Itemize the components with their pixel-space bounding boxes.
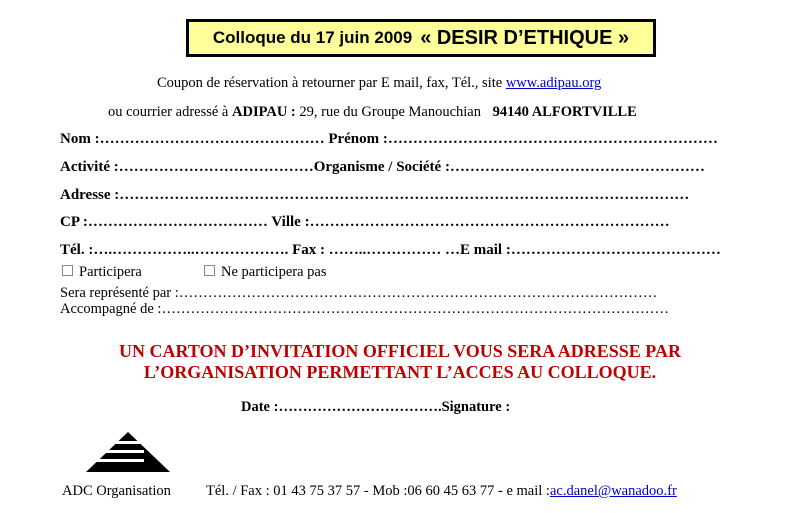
- option-ne-participera[interactable]: [204, 264, 326, 281]
- event-title-highlight: « DESIR D’ETHIQUE »: [420, 26, 630, 49]
- event-title: Colloque du 17 juin 2009: [212, 28, 413, 47]
- participera-label: Participera: [79, 264, 142, 280]
- coupon-line-1: [157, 75, 601, 92]
- footer-email-link[interactable]: ac.danel@wanadoo.fr: [549, 483, 677, 499]
- address-city: 94140 ALFORTVILLE: [492, 104, 637, 120]
- checkbox-participera[interactable]: [62, 265, 73, 276]
- field-accompagne[interactable]: Accompagné de :……………………………………………………………………………………………: [60, 301, 669, 317]
- address-prefix: ou courrier adressé à: [108, 104, 232, 120]
- footer-org: ADC Organisation: [62, 483, 171, 499]
- footer-contact: [206, 483, 677, 500]
- website-link[interactable]: www.adipau.org: [505, 75, 602, 91]
- footer-contact-text: Tél. / Fax : 01 43 75 37 57 - Mob :06 60 45 63 77 - e mail :: [206, 483, 550, 499]
- checkbox-ne-participera[interactable]: [204, 265, 215, 276]
- date-signature-line[interactable]: Date :…………………………….Signature :: [241, 399, 511, 415]
- adc-logo: [84, 430, 172, 474]
- address-org: ADIPAU :: [232, 104, 296, 120]
- option-participera[interactable]: [62, 264, 142, 281]
- notice-line-1: UN CARTON D’INVITATION OFFICIEL VOUS SERA ADRESSE PAR: [119, 341, 681, 361]
- field-represente[interactable]: Sera représenté par :………………………………………………………………………………………: [60, 285, 658, 301]
- notice-line-2: L’ORGANISATION PERMETTANT L’ACCES AU COLLOQUE.: [143, 362, 657, 382]
- ne-participera-label: Ne participera pas: [221, 264, 327, 280]
- field-cp-ville[interactable]: CP :……………………………… Ville :………………………………………………………………: [60, 214, 670, 230]
- address-street: 29, rue du Groupe Manouchian: [295, 104, 485, 120]
- coupon-line-2: [108, 104, 637, 121]
- coupon-text: Coupon de réservation à retourner par E mail, fax, Tél., site: [157, 75, 506, 91]
- field-adresse[interactable]: Adresse :……………………………………………………………………………………………………: [60, 187, 690, 203]
- field-tel-fax-email[interactable]: Tél. :….……………..………………. Fax : ……..…………… …E mail :……………………………………: [60, 242, 721, 258]
- event-title-box: [186, 19, 656, 57]
- field-nom-prenom[interactable]: Nom :……………………………………… Prénom :…………………………………………………………: [60, 131, 718, 147]
- field-activite-organisme[interactable]: Activité :…………………………………Organisme / Société :……………………………………………: [60, 159, 705, 175]
